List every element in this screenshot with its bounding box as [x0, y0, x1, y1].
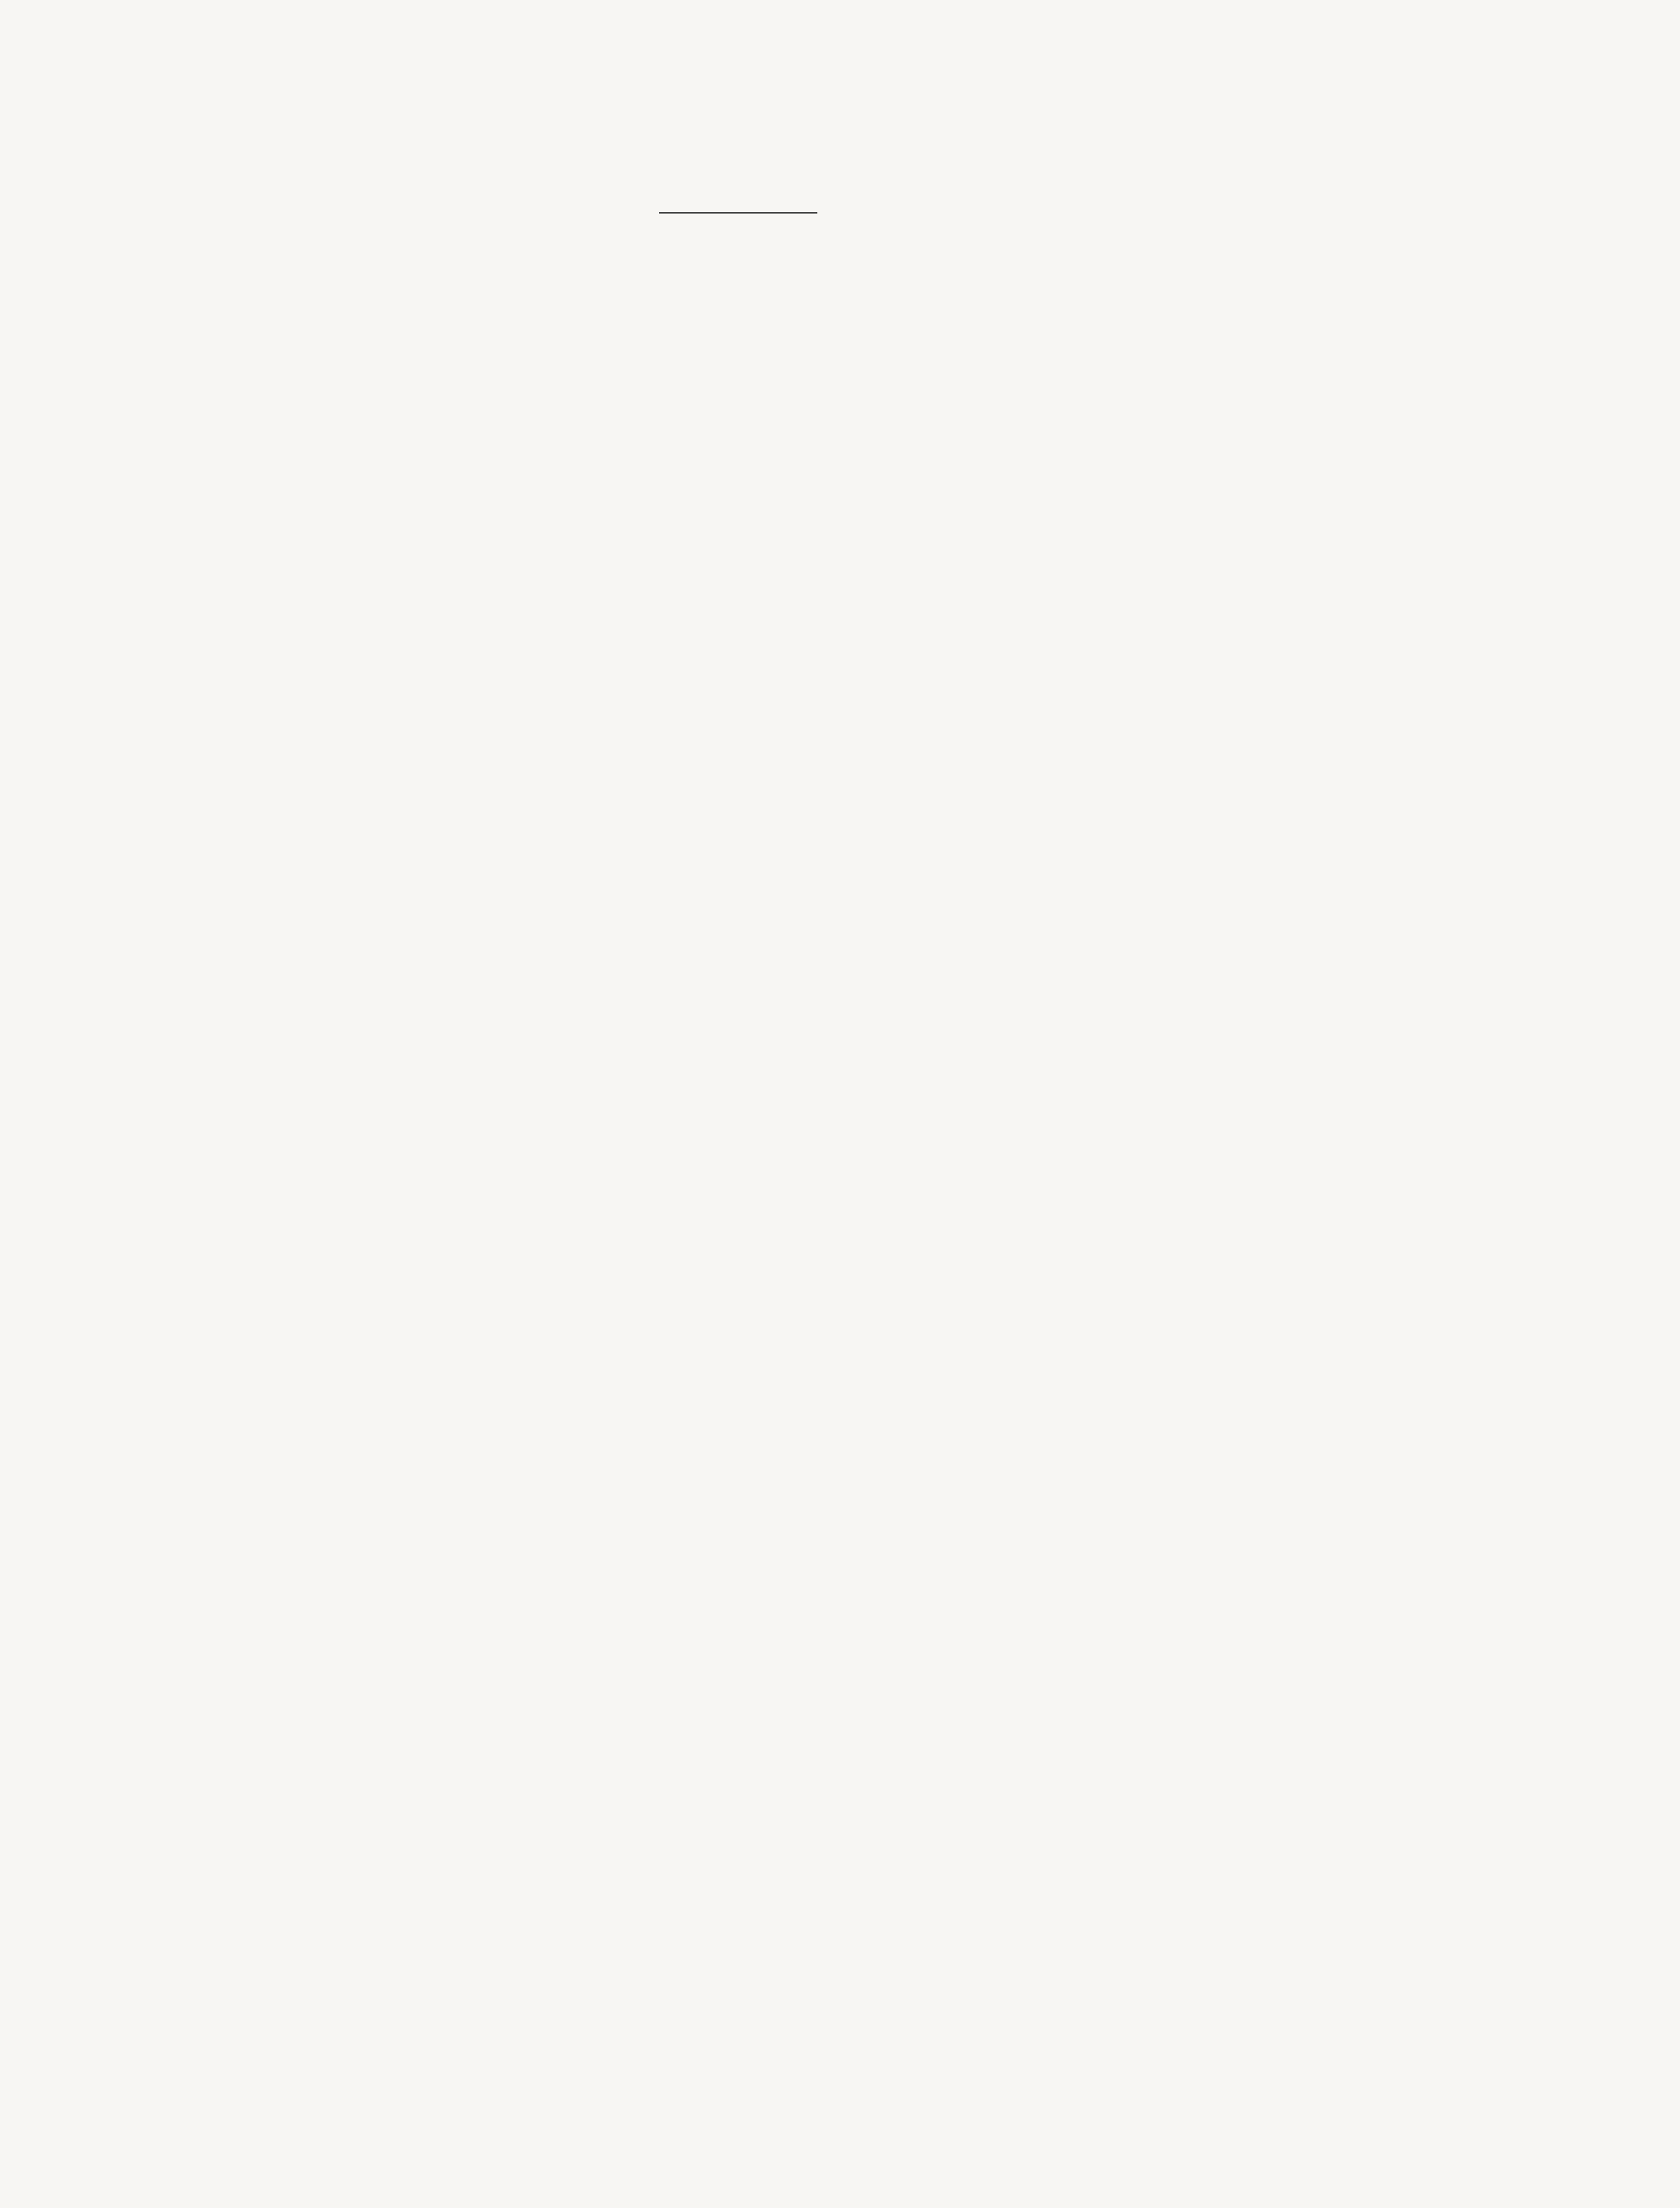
header-rule	[659, 212, 817, 214]
